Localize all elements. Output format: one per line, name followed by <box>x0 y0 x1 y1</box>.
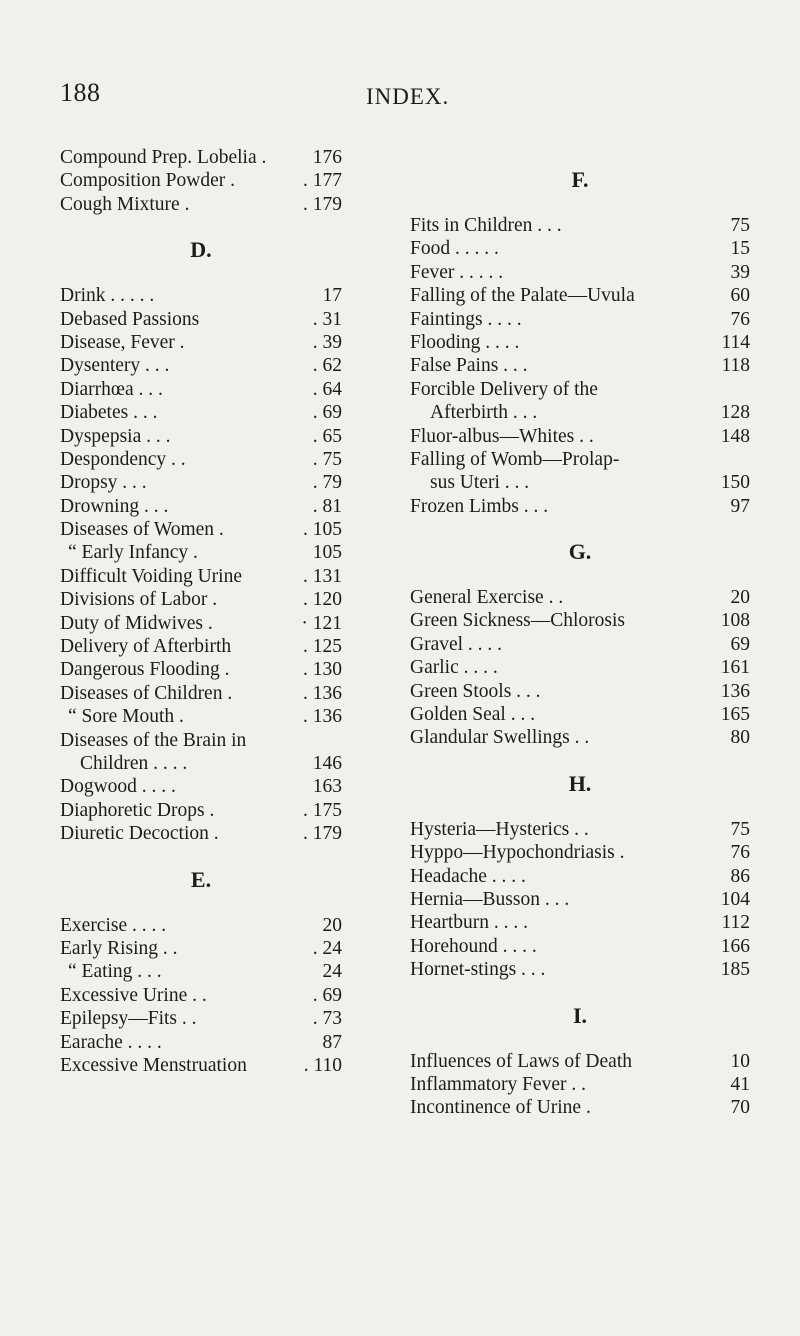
entry-page-number: . 136 <box>303 706 342 728</box>
entry-term: Horehound . . . . <box>410 935 537 957</box>
entry-page-number: 17 <box>322 285 342 307</box>
entry-page-number: . 69 <box>312 984 342 1006</box>
entry-term: Dangerous Flooding . <box>60 659 230 681</box>
entry-term: Fever . . . . . <box>410 261 504 283</box>
entry-term: Diseases of Women . <box>60 519 224 541</box>
entry-page-number: 165 <box>720 704 750 726</box>
index-entry <box>60 1054 342 1077</box>
index-entry <box>410 1050 750 1073</box>
index-entry <box>410 888 750 911</box>
entry-page-number: . 65 <box>312 425 342 447</box>
entry-term: Gravel . . . . <box>410 633 503 655</box>
entry-term: Golden Seal . . . <box>410 704 536 726</box>
entry-page-number: 10 <box>730 1050 750 1072</box>
entry-page-number: 70 <box>730 1097 750 1119</box>
index-entry <box>410 911 750 934</box>
index-entry <box>60 146 342 169</box>
entry-page-number: 104 <box>720 888 750 910</box>
section-letter-heading: H. <box>568 770 592 796</box>
index-entry <box>60 705 342 728</box>
entry-term: Children . . . . <box>80 752 188 774</box>
index-entry <box>60 284 342 307</box>
index-entry <box>60 193 342 216</box>
entry-page-number: 39 <box>730 261 750 283</box>
entry-term: Garlic . . . . <box>410 657 498 679</box>
section-letter-heading: F. <box>571 167 589 192</box>
entry-term: Forcible Delivery of the <box>410 378 598 400</box>
entry-term: Duty of Midwives . <box>60 612 213 634</box>
entry-page-number: 185 <box>720 959 750 981</box>
entry-page-number: . 177 <box>303 170 342 192</box>
index-entry <box>410 656 750 679</box>
entry-term: Falling of the Palate—Uvula <box>410 285 635 307</box>
entry-term: Hernia—Busson . . . <box>410 888 570 910</box>
entry-term: Influences of Laws of Death <box>410 1050 632 1072</box>
entry-page-number: 76 <box>730 842 750 864</box>
entry-term: Cough Mixture . <box>60 193 190 215</box>
index-entry <box>60 729 342 752</box>
entry-term: “ Sore Mouth . <box>68 706 184 728</box>
entry-term: Excessive Urine . . <box>60 984 207 1006</box>
entry-term: Afterbirth . . . <box>430 402 538 424</box>
entry-page-number: 97 <box>730 495 750 517</box>
entry-page-number: . 125 <box>303 636 342 658</box>
entry-page-number: . 179 <box>303 193 342 215</box>
index-entry <box>60 984 342 1007</box>
index-entry <box>410 958 750 981</box>
entry-term: Epilepsy—Fits . . <box>60 1008 197 1030</box>
section-letter-heading: E. <box>190 866 212 892</box>
index-entry <box>60 682 342 705</box>
index-entry <box>60 308 342 331</box>
entry-term: Faintings . . . . <box>410 308 522 330</box>
entry-term: Disease, Fever . <box>60 331 185 353</box>
index-entry <box>60 378 342 401</box>
entry-page-number: 75 <box>730 818 750 840</box>
entry-term: Glandular Swellings . . <box>410 727 590 749</box>
entry-page-number: . 39 <box>312 331 342 353</box>
index-entry <box>60 541 342 564</box>
page-number: 188 <box>60 78 101 107</box>
entry-term: Drink . . . . . <box>60 285 155 307</box>
index-entry <box>60 658 342 681</box>
index-entry <box>410 261 750 284</box>
section-letter-heading: I. <box>572 1002 588 1028</box>
entry-term: Diabetes . . . <box>60 402 158 424</box>
index-entry <box>60 169 342 192</box>
entry-page-number: 76 <box>730 308 750 330</box>
entry-page-number: . 62 <box>312 355 342 377</box>
entry-term: Debased Passions <box>60 308 200 330</box>
entry-term: Fluor-albus—Whites . . <box>410 425 594 447</box>
index-entry <box>410 841 750 864</box>
index-entry <box>410 448 750 471</box>
entry-page-number: 24 <box>322 961 342 983</box>
entry-page-number: . 64 <box>312 378 342 400</box>
entry-term: Heartburn . . . . <box>410 912 529 934</box>
entry-term: Food . . . . . <box>410 238 499 260</box>
index-entry <box>60 331 342 354</box>
index-entry <box>60 799 342 822</box>
entry-term: “ Early Infancy . <box>68 542 198 564</box>
index-entry <box>410 284 750 307</box>
index-entry <box>60 354 342 377</box>
entry-page-number: 69 <box>730 633 750 655</box>
entry-page-number: 112 <box>721 912 750 934</box>
index-entry <box>60 471 342 494</box>
entry-page-number: . 73 <box>312 1008 342 1030</box>
index-entry <box>410 237 750 260</box>
entry-term: Dogwood . . . . <box>60 776 176 798</box>
index-entry <box>410 818 750 841</box>
index-entry <box>60 448 342 471</box>
entry-term: False Pains . . . <box>410 355 528 377</box>
entry-term: Exercise . . . . <box>60 914 167 936</box>
entry-page-number: . 31 <box>312 308 342 330</box>
entry-page-number: . 179 <box>303 823 342 845</box>
entry-page-number: 86 <box>730 865 750 887</box>
entry-term: Dysentery . . . <box>60 355 170 377</box>
entry-term: Divisions of Labor . <box>60 589 218 611</box>
entry-term: Delivery of Afterbirth <box>60 636 232 658</box>
entry-page-number: . 110 <box>303 1054 342 1076</box>
entry-page-number: 105 <box>312 542 342 564</box>
index-column-left <box>60 146 342 1077</box>
entry-page-number: . 81 <box>312 495 342 517</box>
index-entry <box>60 752 342 775</box>
entry-term: Diseases of Children . <box>60 682 233 704</box>
entry-term: Excessive Menstruation <box>60 1054 247 1076</box>
index-entry <box>60 495 342 518</box>
entry-term: Drowning . . . <box>60 495 169 517</box>
entry-page-number: 148 <box>720 425 750 447</box>
entry-page-number: 60 <box>730 285 750 307</box>
index-entry <box>60 1031 342 1054</box>
entry-term: Hyppo—Hypochondriasis . <box>410 842 625 864</box>
entry-page-number: . 136 <box>303 682 342 704</box>
entry-term: Flooding . . . . <box>410 331 520 353</box>
entry-term: Dyspepsia . . . <box>60 425 171 447</box>
section-letter-heading: D. <box>190 237 212 263</box>
entry-page-number: 41 <box>730 1073 750 1095</box>
entry-term: Diaphoretic Drops . <box>60 799 215 821</box>
entry-term: Composition Powder . <box>60 170 235 192</box>
entry-term: Diarrhœa . . . <box>60 378 163 400</box>
entry-page-number: 20 <box>322 914 342 936</box>
entry-term: “ Eating . . . <box>68 961 162 983</box>
entry-page-number: 114 <box>721 331 750 353</box>
index-entry <box>60 425 342 448</box>
index-entry <box>410 703 750 726</box>
entry-term: Early Rising . . <box>60 937 178 959</box>
index-entry <box>410 1096 750 1119</box>
entry-term: Falling of Womb—Prolap- <box>410 448 620 470</box>
index-column-right <box>410 146 750 1120</box>
entry-term: Headache . . . . <box>410 865 526 887</box>
index-entry <box>410 680 750 703</box>
index-entry <box>410 865 750 888</box>
entry-page-number: 118 <box>721 355 750 377</box>
entry-page-number: 128 <box>720 402 750 424</box>
index-entry <box>410 214 750 237</box>
entry-page-number: 80 <box>730 727 750 749</box>
entry-page-number: 163 <box>312 776 342 798</box>
entry-page-number: 108 <box>720 610 750 632</box>
entry-page-number: 176 <box>312 147 342 168</box>
index-entry <box>410 586 750 609</box>
index-entry <box>60 960 342 983</box>
index-entry <box>410 471 750 494</box>
entry-term: Compound Prep. Lobelia . <box>60 147 267 168</box>
index-entry <box>60 937 342 960</box>
index-entry <box>60 612 342 635</box>
index-entry <box>60 635 342 658</box>
entry-page-number: . 75 <box>312 448 342 470</box>
index-entry <box>410 331 750 354</box>
index-entry <box>60 1007 342 1030</box>
entry-page-number: . 130 <box>303 659 342 681</box>
entry-page-number: 87 <box>322 1031 342 1053</box>
section-letter-heading: G. <box>568 539 592 565</box>
entry-page-number: 146 <box>312 752 342 774</box>
index-entry <box>410 378 750 401</box>
index-entry <box>60 775 342 798</box>
entry-term: Diseases of the Brain in <box>60 729 247 751</box>
index-entry <box>60 518 342 541</box>
entry-page-number: 166 <box>720 935 750 957</box>
entry-page-number: 161 <box>720 657 750 679</box>
index-entry <box>410 354 750 377</box>
index-entry <box>60 914 342 937</box>
entry-term: Earache . . . . <box>60 1031 162 1053</box>
index-entry <box>60 565 342 588</box>
entry-term: Dropsy . . . <box>60 472 147 494</box>
index-entry <box>410 425 750 448</box>
entry-term: Fits in Children . . . <box>410 215 562 236</box>
entry-page-number: . 120 <box>303 589 342 611</box>
index-entry <box>60 588 342 611</box>
entry-page-number: 75 <box>730 215 750 236</box>
index-entry <box>410 308 750 331</box>
entry-page-number: . 24 <box>312 937 342 959</box>
running-head: INDEX. <box>366 84 450 109</box>
entry-term: Hornet-stings . . . <box>410 959 546 981</box>
entry-term: Hysteria—Hysterics . . <box>410 818 589 840</box>
index-entry <box>410 935 750 958</box>
entry-term: Green Sickness—Chlorosis <box>410 610 626 632</box>
entry-page-number: . 175 <box>303 799 342 821</box>
entry-term: sus Uteri . . . <box>430 472 530 494</box>
entry-term: Despondency . . <box>60 448 186 470</box>
index-entry <box>410 1073 750 1096</box>
entry-page-number: 136 <box>720 680 750 702</box>
entry-page-number: 15 <box>730 238 750 260</box>
index-entry <box>410 633 750 656</box>
index-entry <box>410 495 750 518</box>
index-entry <box>410 609 750 632</box>
entry-term: Green Stools . . . <box>410 680 541 702</box>
entry-term: Inflammatory Fever . . <box>410 1073 586 1095</box>
index-entry <box>410 726 750 749</box>
entry-term: Difficult Voiding Urine <box>60 565 242 587</box>
entry-term: Frozen Limbs . . . <box>410 495 549 517</box>
entry-page-number: · 121 <box>301 612 342 634</box>
entry-page-number: . 79 <box>312 472 342 494</box>
entry-page-number: . 105 <box>303 519 342 541</box>
index-entry <box>60 822 342 845</box>
entry-page-number: . 69 <box>312 402 342 424</box>
index-entry <box>60 401 342 424</box>
entry-term: Incontinence of Urine . <box>410 1097 591 1119</box>
entry-term: Diuretic Decoction . <box>60 823 219 845</box>
entry-page-number: 150 <box>720 472 750 494</box>
index-entry <box>410 401 750 424</box>
entry-term: General Exercise . . <box>410 587 564 609</box>
entry-page-number: . 131 <box>303 565 342 587</box>
entry-page-number: 20 <box>730 587 750 609</box>
